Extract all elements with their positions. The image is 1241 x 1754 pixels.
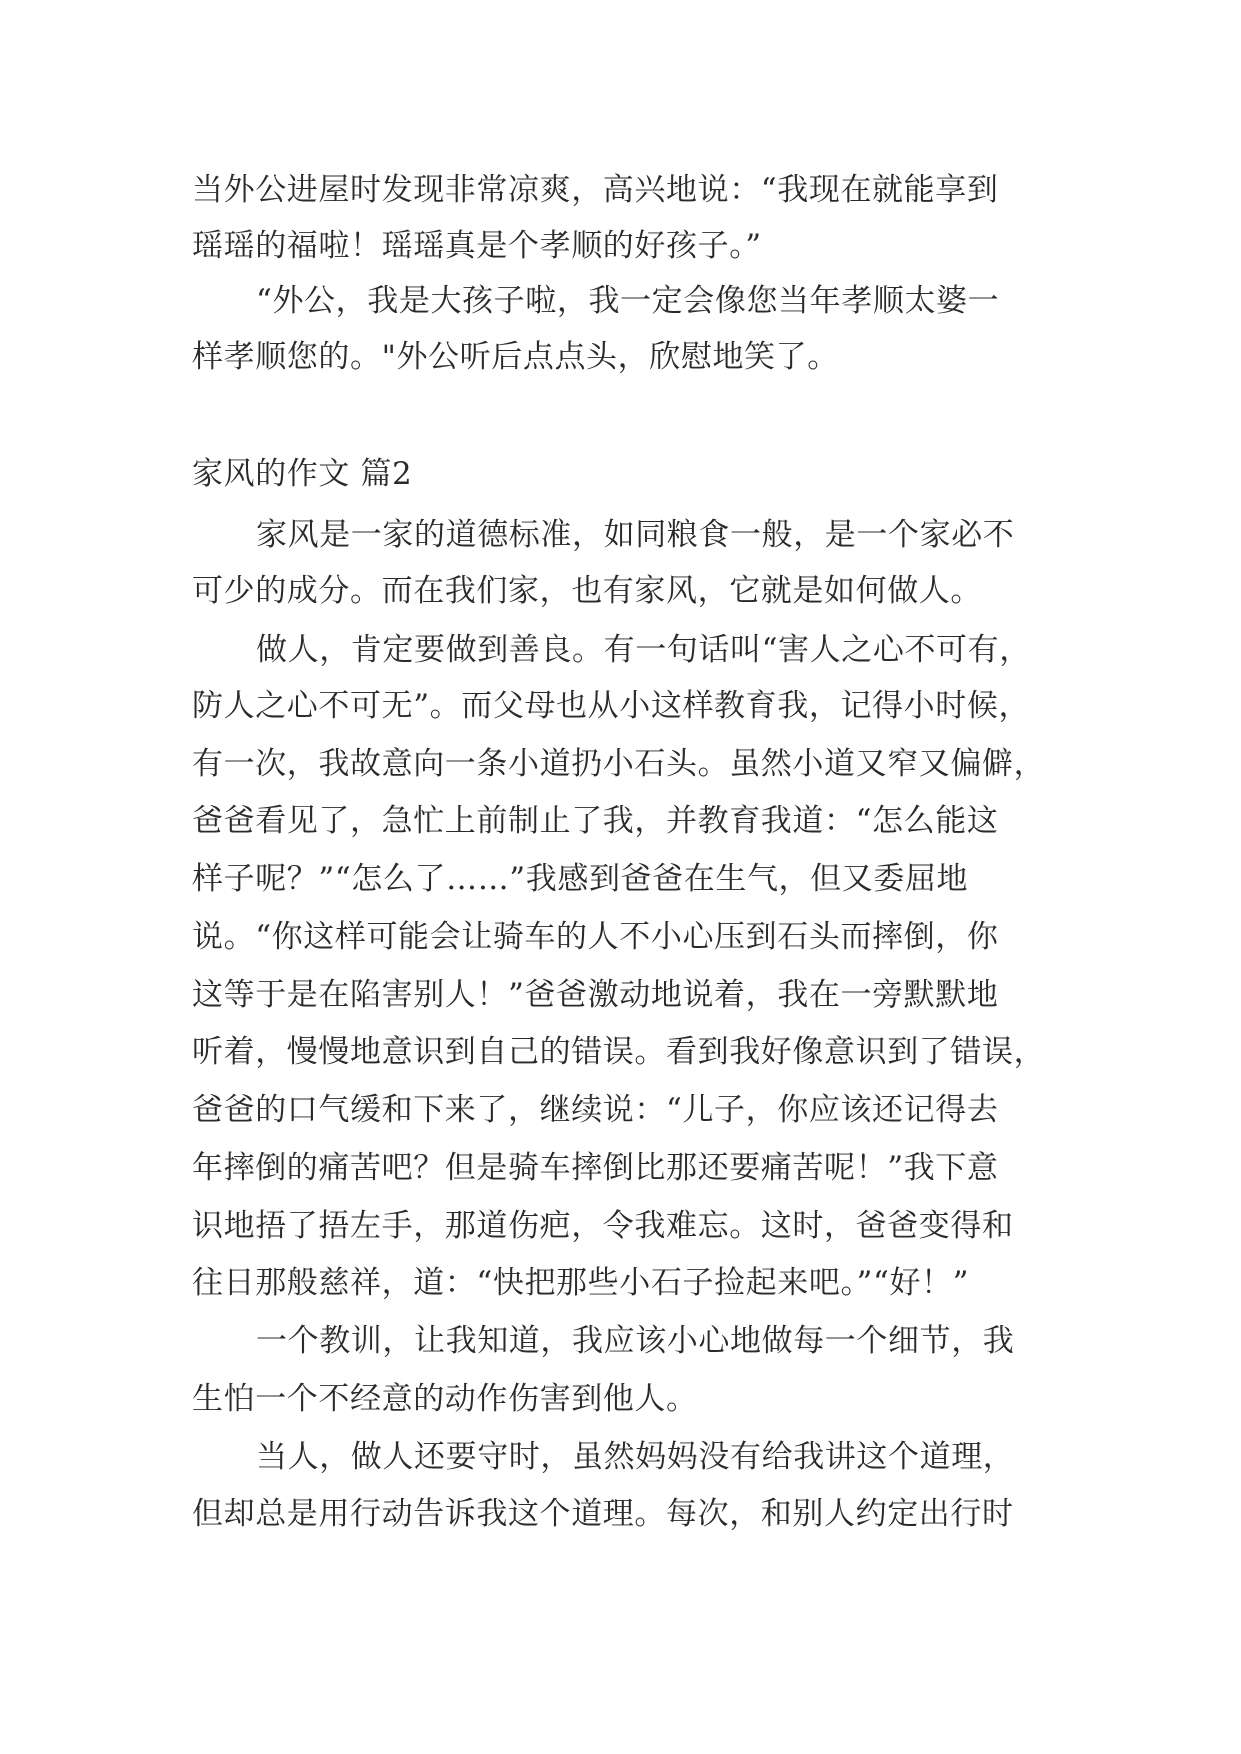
text-line: “外公，我是大孩子啦，我一定会像您当年孝顺太婆一 [256,283,1000,319]
text-line: 瑶瑶的福啦！瑶瑶真是个孝顺的好孩子。” [192,228,762,264]
text-line: 听着，慢慢地意识到自己的错误。看到我好像意识到了错误， [192,1034,1046,1070]
text-line: 年摔倒的痛苦吧？但是骑车摔倒比那还要痛苦呢！”我下意 [192,1150,999,1186]
text-line: 一个教训，让我知道，我应该小心地做每一个细节，我 [256,1323,1015,1359]
text-line: 当外公进屋时发现非常凉爽，高兴地说：“我现在就能享到 [192,172,999,208]
text-line: 有一次，我故意向一条小道扔小石头。虽然小道又窄又偏僻， [192,746,1046,782]
text-line: 爸爸的口气缓和下来了，继续说：“儿子，你应该还记得去 [192,1092,999,1128]
text-line: 这等于是在陷害别人！”爸爸激动地说着，我在一旁默默地 [192,977,999,1013]
text-line: 防人之心不可无”。而父母也从小这样教育我，记得小时候， [192,688,1031,724]
text-line: 做人，肯定要做到善良。有一句话叫“害人之心不可有， [256,632,1031,668]
text-line: 当人，做人还要守时，虽然妈妈没有给我讲这个道理， [256,1439,1015,1475]
text-line: 样子呢？”“怎么了……”我感到爸爸在生气，但又委屈地 [192,861,969,897]
text-line: 识地捂了捂左手，那道伤疤，令我难忘。这时，爸爸变得和 [192,1208,1014,1244]
section-heading: 家风的作文 篇2 [192,456,413,492]
text-line: 但却总是用行动告诉我这个道理。每次，和别人约定出行时 [192,1496,1014,1532]
text-line: 样孝顺您的。"外公听后点点头，欣慰地笑了。 [192,339,839,375]
text-line: 生怕一个不经意的动作伤害到他人。 [192,1381,698,1417]
text-line: 爸爸看见了，急忙上前制止了我，并教育我道：“怎么能这 [192,803,999,839]
text-line: 往日那般慈祥，道：“快把那些小石子捡起来吧。”“好！” [192,1265,970,1301]
text-line: 可少的成分。而在我们家，也有家风，它就是如何做人。 [192,573,982,609]
text-line: 家风是一家的道德标准，如同粮食一般，是一个家必不 [256,517,1015,553]
text-line: 说。“你这样可能会让骑车的人不小心压到石头而摔倒，你 [192,919,999,955]
